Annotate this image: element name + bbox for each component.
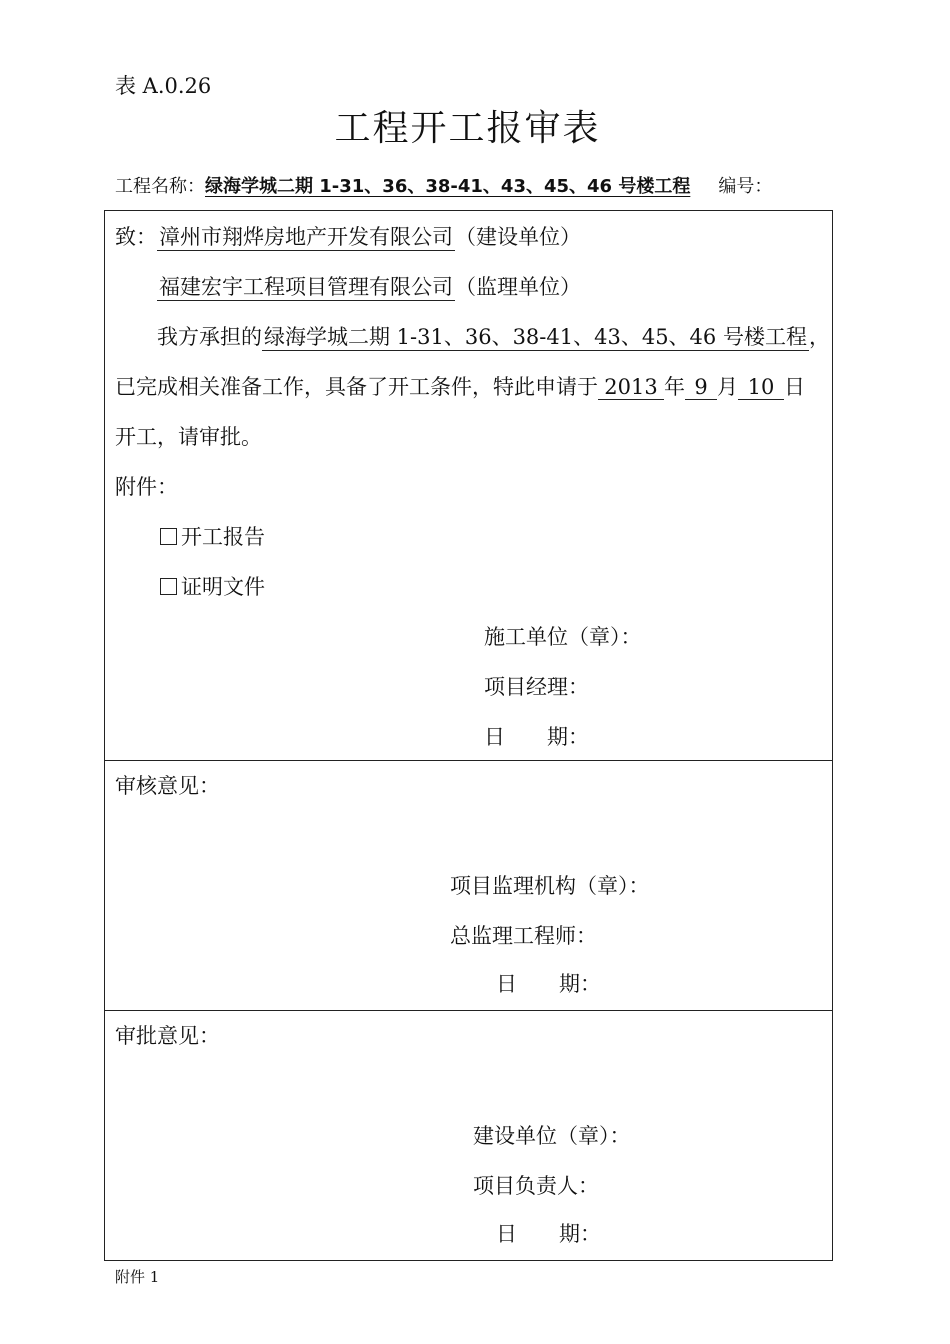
body-line-3: 开工，请审批。 [115,425,262,449]
body-line-2 [115,371,805,401]
contractor-seal-label: 施工单位（章）： [484,625,642,649]
month-unit: 月 [717,375,738,399]
approval-section [104,1010,833,1261]
page-title: 工程开工报审表 [334,108,601,149]
start-year: 2013 [598,375,664,400]
supervision-unit-name: 福建宏宇工程项目管理有限公司 [159,275,453,299]
contractor-date-label: 日 期： [484,725,589,749]
project-line [115,172,772,198]
application-section [104,210,833,761]
body-comma: ， [808,325,830,349]
recipient-line-2 [157,271,581,301]
approval-label: 审批意见： [115,1024,220,1048]
year-unit: 年 [664,375,685,399]
checkbox-icon[interactable] [160,578,177,595]
project-name-value: 绿海学城二期 1-31、36、38-41、43、45、46 号楼工程 [205,176,691,197]
chief-engineer-label: 总监理工程师： [450,924,597,948]
approval-date-label: 日 期： [496,1222,601,1246]
project-leader-label: 项目负责人： [473,1174,599,1198]
attachment-label: 开工报告 [181,525,265,549]
form-number: 表 A.0.26 [115,74,212,98]
day-unit: 日 [784,375,805,399]
start-day: 10 [738,375,784,400]
attachment-label: 证明文件 [181,575,265,599]
attachment-item-start-report[interactable] [160,521,265,551]
attachment-item-certificate[interactable] [160,571,265,601]
construction-unit-role: （建设单位） [455,225,581,249]
project-number-label: 编号： [718,176,773,197]
supervision-unit-role: （监理单位） [455,275,581,299]
recipient-line-1 [115,221,581,251]
footer-note: 附件 1 [115,1268,160,1286]
construction-unit-name: 漳州市翔烨房地产开发有限公司 [159,225,453,249]
review-label: 审核意见： [115,774,220,798]
body-line-1 [157,321,830,351]
attachments-label: 附件： [115,475,178,499]
project-name-label: 工程名称： [115,176,205,197]
supervision-org-seal-label: 项目监理机构（章）： [450,874,650,898]
review-date-label: 日 期： [496,972,601,996]
start-month: 9 [685,375,717,400]
body-project-name: 绿海学城二期 1-31、36、38-41、43、45、46 号楼工程 [264,325,807,349]
body-line2-text: 已完成相关准备工作，具备了开工条件，特此申请于 [115,375,598,399]
to-prefix: 致： [115,225,157,249]
checkbox-icon[interactable] [160,528,177,545]
project-manager-label: 项目经理： [484,675,589,699]
owner-seal-label: 建设单位（章）： [473,1124,631,1148]
review-section [104,760,833,1011]
body-prefix: 我方承担的 [157,325,262,349]
